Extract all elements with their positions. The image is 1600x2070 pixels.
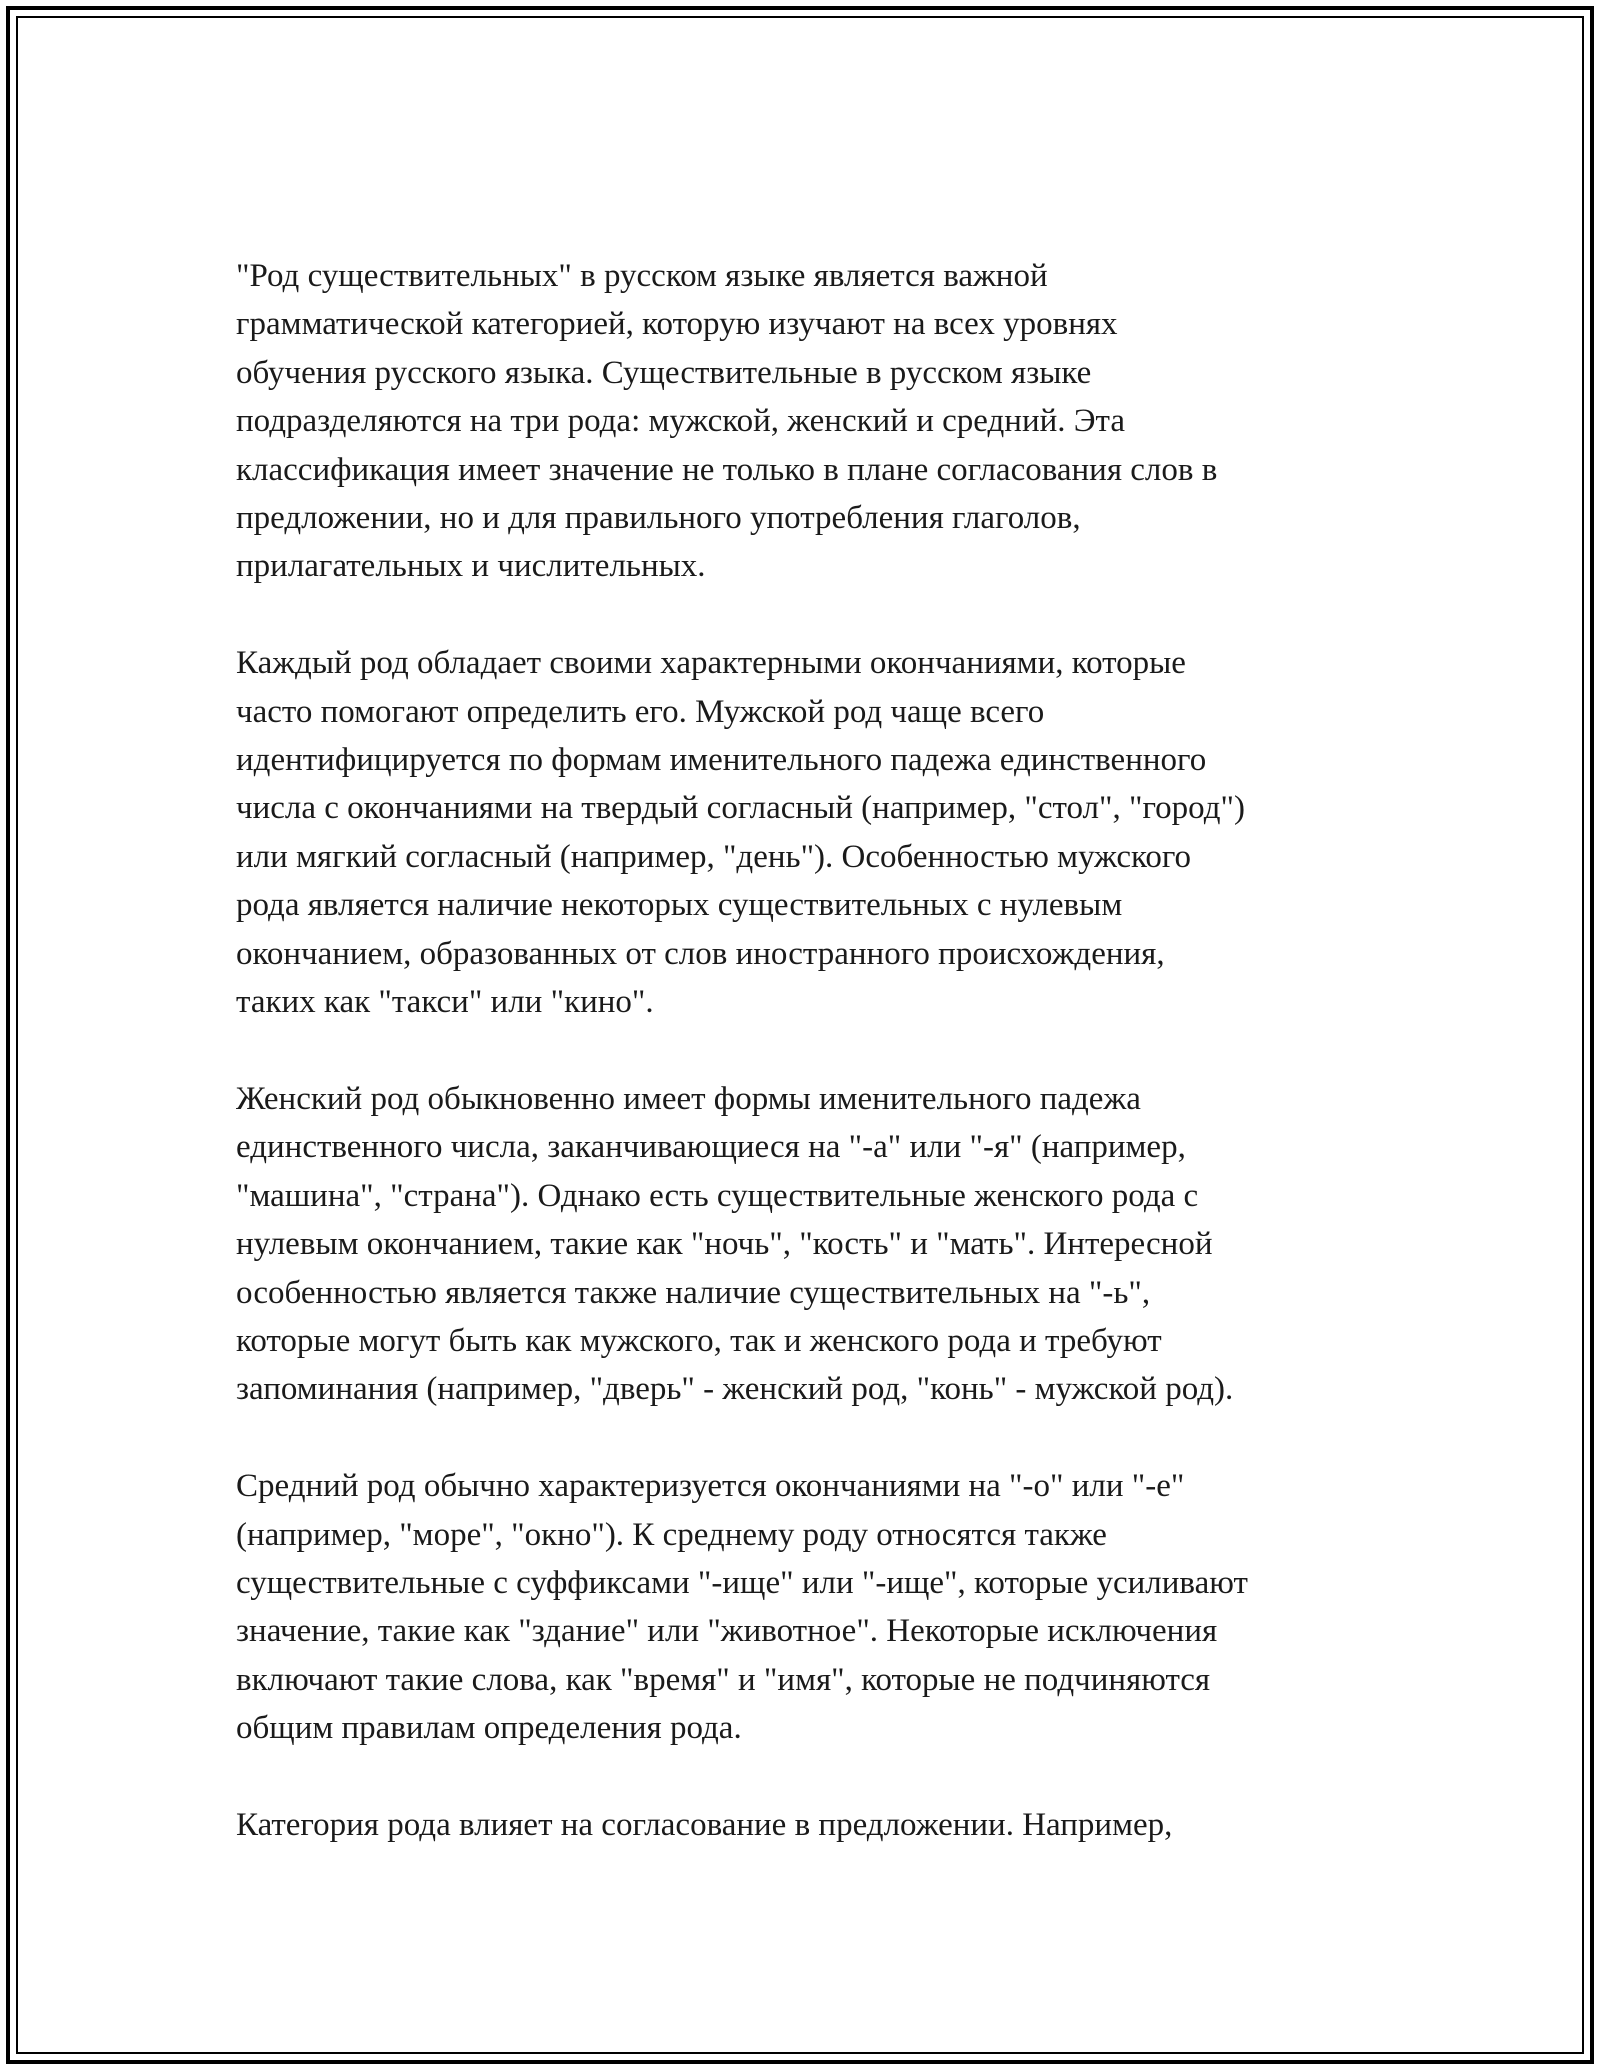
paragraph-2: Каждый род обладает своими характерными окончаниями, которые часто помогают определить его. Мужской род чаще всего идентифицируется по формам именительного падежа единственного числа с окончаниями на твердый согласный (например, "стол", "город") или мягкий согласный (например, "день"). Особенностью мужского рода является наличие некоторых существительных с нулевым окончанием, образованных от слов иностранного происхождения, таких как "такси" или "кино".	[236, 645, 1245, 1021]
paragraph-1: "Род существительных" в русском языке является важной грамматической категорией, которую изучают на всех уровнях обучения русского языка. Существительные в русском языке подразделяются на три рода: мужской, женский и средний. Эта классификация имеет значение не только в плане согласования слов в предложении, но и для правильного употребления глаголов, прилагательных и числительных.	[236, 258, 1218, 585]
document-body	[236, 252, 1376, 1898]
paragraph-3: Женский род обыкновенно имеет формы именительного падежа единственного числа, заканчивающиеся на "-а" или "-я" (например, "машина", "страна"). Однако есть существительные женского рода с нулевым окончанием, такие как "ночь", "кость" и "мать". Интересной особенностью является также наличие существительных на "-ь", которые могут быть как мужского, так и женского рода и требуют запоминания (например, "дверь" - женский род, "конь" - мужской род).	[236, 1080, 1234, 1408]
paragraph-4: Средний род обычно характеризуется окончаниями на "-о" или "-е" (например, "море", "окно"). К среднему роду относятся также существительные с суффиксами "-ище" или "-ище", которые усиливают значение, такие как "здание" или "животное". Некоторые исключения включают такие слова, как "время" и "имя", которые не подчиняются общим правилам определения рода.	[236, 1468, 1248, 1747]
paragraph-5: Категория рода влияет на согласование в предложении. Например,	[236, 1806, 1173, 1843]
